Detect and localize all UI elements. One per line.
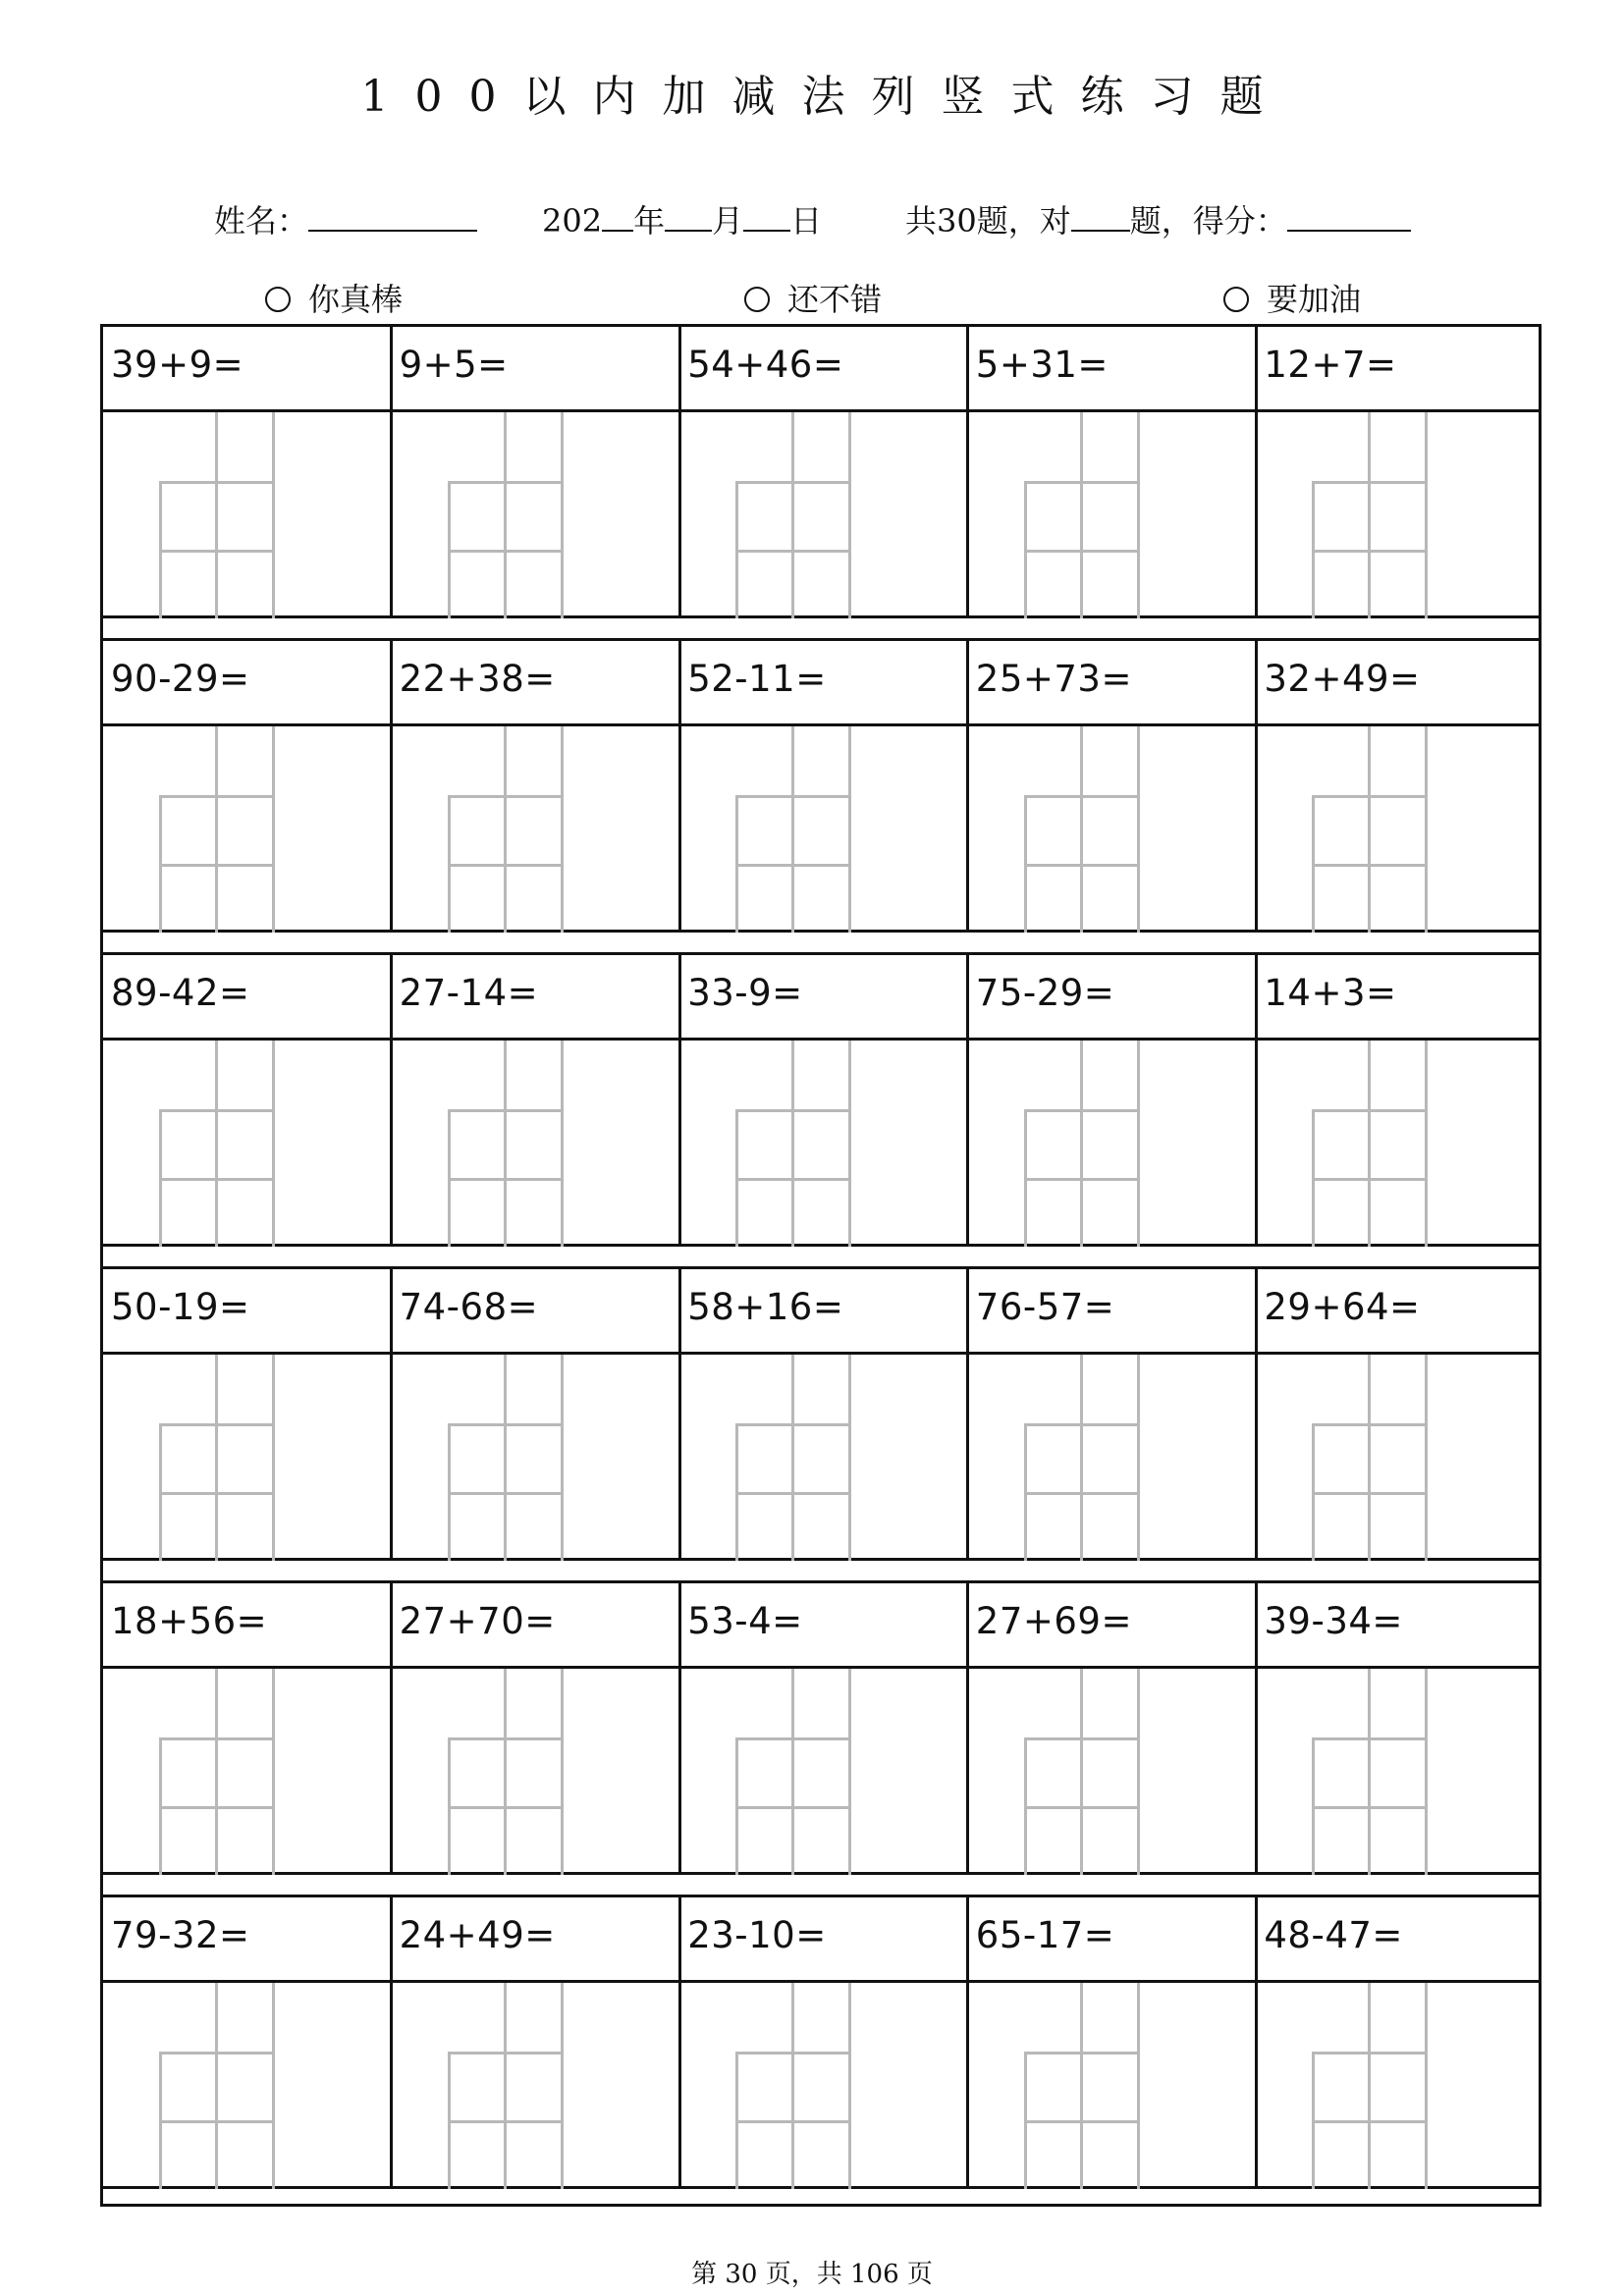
column-divider <box>678 952 681 1247</box>
column-divider <box>390 1580 393 1875</box>
guide-line <box>1024 481 1140 484</box>
problem-text: 27+70= <box>399 1600 556 1642</box>
vertical-calc-box[interactable] <box>159 1041 275 1247</box>
column-divider <box>1255 324 1258 618</box>
guide-line <box>848 726 851 933</box>
guide-line <box>1080 1355 1083 1561</box>
column-divider <box>966 324 969 618</box>
day-label: 日 <box>790 202 823 240</box>
guide-line <box>448 2052 564 2055</box>
guide-line <box>448 2120 564 2123</box>
column-divider <box>1255 638 1258 933</box>
column-divider <box>1255 1580 1258 1875</box>
guide-line <box>504 1669 507 1875</box>
column-divider <box>390 1895 393 2189</box>
radio-circle-icon[interactable] <box>744 287 770 312</box>
radio-circle-icon[interactable] <box>1223 287 1249 312</box>
guide-line <box>1024 1806 1140 1809</box>
guide-line <box>1080 1983 1083 2189</box>
guide-line <box>1024 1492 1140 1495</box>
guide-line <box>735 795 851 798</box>
rating-label: 还不错 <box>787 281 883 318</box>
vertical-calc-box[interactable] <box>1312 1983 1428 2189</box>
guide-line <box>1137 1669 1140 1875</box>
guide-line <box>1368 1669 1371 1875</box>
guide-line <box>159 1737 275 1740</box>
guide-line <box>735 2052 851 2055</box>
vertical-calc-box[interactable] <box>448 1355 564 1561</box>
guide-line <box>848 1041 851 1247</box>
guide-line <box>735 550 851 553</box>
problem-text: 65-17= <box>975 1914 1115 1956</box>
vertical-calc-box[interactable] <box>1024 1669 1140 1875</box>
guide-line <box>215 1041 218 1247</box>
year-label: 年 <box>633 202 666 240</box>
guide-line <box>1080 1669 1083 1875</box>
rating-option-1[interactable] <box>265 275 403 320</box>
guide-line <box>1368 1355 1371 1561</box>
guide-line <box>1137 1041 1140 1247</box>
problem-text: 14+3= <box>1264 972 1397 1014</box>
guide-line <box>1024 1178 1140 1181</box>
vertical-calc-box[interactable] <box>1024 726 1140 933</box>
guide-line <box>1312 795 1428 798</box>
year-blank[interactable] <box>602 198 633 232</box>
guide-line <box>504 726 507 933</box>
guide-line <box>1368 1983 1371 2189</box>
guide-line <box>848 412 851 618</box>
problem-text: 75-29= <box>975 972 1115 1014</box>
guide-line <box>735 1737 851 1740</box>
column-divider <box>678 638 681 933</box>
guide-line <box>504 1355 507 1561</box>
problem-text: 52-11= <box>687 658 827 700</box>
vertical-calc-box[interactable] <box>1024 1041 1140 1247</box>
year-prefix: 202 <box>542 202 603 240</box>
page-footer: 第 30 页，共 106 页 <box>691 2260 933 2289</box>
problem-row <box>103 952 1539 1268</box>
guide-line <box>561 1355 564 1561</box>
guide-line <box>1425 726 1428 933</box>
day-blank[interactable] <box>743 198 790 232</box>
guide-line <box>735 1109 851 1112</box>
guide-line <box>272 412 275 618</box>
guide-line <box>848 1355 851 1561</box>
problem-text: 90-29= <box>111 658 250 700</box>
guide-line <box>272 1983 275 2189</box>
guide-line <box>1024 550 1140 553</box>
guide-line <box>159 1109 275 1112</box>
guide-line <box>1368 1041 1371 1247</box>
vertical-calc-box[interactable] <box>1024 412 1140 618</box>
guide-line <box>504 1041 507 1247</box>
problem-row <box>103 324 1539 640</box>
problem-text: 54+46= <box>687 344 844 386</box>
guide-line <box>735 1423 851 1426</box>
guide-line <box>791 1355 794 1561</box>
guide-line <box>159 1806 275 1809</box>
guide-line <box>448 1109 564 1112</box>
vertical-calc-box[interactable] <box>735 726 851 933</box>
column-divider <box>678 324 681 618</box>
guide-line <box>1080 726 1083 933</box>
column-divider <box>390 1266 393 1561</box>
guide-line <box>159 550 275 553</box>
problem-text: 39+9= <box>111 344 244 386</box>
guide-line <box>1368 412 1371 618</box>
guide-line <box>504 1983 507 2189</box>
column-divider <box>966 1266 969 1561</box>
column-divider <box>966 1580 969 1875</box>
problem-text: 79-32= <box>111 1914 250 1956</box>
problem-text: 12+7= <box>1264 344 1397 386</box>
guide-line <box>1024 1737 1140 1740</box>
guide-line <box>272 1041 275 1247</box>
guide-line <box>448 1423 564 1426</box>
guide-line <box>1312 1423 1428 1426</box>
problem-text: 22+38= <box>399 658 556 700</box>
correct-suffix: 题，得分： <box>1129 202 1287 240</box>
guide-line <box>791 1041 794 1247</box>
problem-row <box>103 1895 1539 2211</box>
vertical-calc-box[interactable] <box>1312 412 1428 618</box>
guide-line <box>1137 412 1140 618</box>
guide-line <box>272 1669 275 1875</box>
guide-line <box>1137 1983 1140 2189</box>
month-blank[interactable] <box>665 198 712 232</box>
problem-text: 18+56= <box>111 1600 268 1642</box>
vertical-calc-box[interactable] <box>448 1983 564 2189</box>
column-divider <box>1255 952 1258 1247</box>
problem-text: 27+69= <box>975 1600 1132 1642</box>
guide-line <box>1137 726 1140 933</box>
guide-line <box>448 550 564 553</box>
guide-line <box>1312 1806 1428 1809</box>
guide-line <box>1425 1041 1428 1247</box>
problem-text: 5+31= <box>975 344 1109 386</box>
column-divider <box>966 638 969 933</box>
guide-line <box>159 481 275 484</box>
column-divider <box>678 1266 681 1561</box>
score-blank[interactable] <box>1287 198 1411 232</box>
vertical-calc-box[interactable] <box>448 1041 564 1247</box>
guide-line <box>1312 2052 1428 2055</box>
vertical-calc-box[interactable] <box>159 1355 275 1561</box>
guide-line <box>159 1178 275 1181</box>
guide-line <box>159 795 275 798</box>
guide-line <box>448 1492 564 1495</box>
guide-line <box>272 726 275 933</box>
rating-label: 你真棒 <box>308 281 404 318</box>
vertical-calc-box[interactable] <box>735 1355 851 1561</box>
guide-line <box>561 1983 564 2189</box>
guide-line <box>1425 412 1428 618</box>
name-blank[interactable] <box>308 198 477 232</box>
guide-line <box>215 412 218 618</box>
guide-line <box>448 864 564 867</box>
guide-line <box>215 1355 218 1561</box>
vertical-calc-box[interactable] <box>1312 1355 1428 1561</box>
guide-line <box>1137 1355 1140 1561</box>
column-divider <box>966 1895 969 2189</box>
name-field <box>214 196 477 241</box>
guide-line <box>561 726 564 933</box>
problem-text: 33-9= <box>687 972 803 1014</box>
guide-line <box>272 1355 275 1561</box>
guide-line <box>735 481 851 484</box>
guide-line <box>1080 412 1083 618</box>
problem-text: 29+64= <box>1264 1286 1421 1328</box>
vertical-calc-box[interactable] <box>735 1041 851 1247</box>
problem-row <box>103 1266 1539 1582</box>
guide-line <box>1312 481 1428 484</box>
guide-line <box>159 2120 275 2123</box>
vertical-calc-box[interactable] <box>159 726 275 933</box>
guide-line <box>1312 1178 1428 1181</box>
guide-line <box>791 1669 794 1875</box>
guide-line <box>1024 1109 1140 1112</box>
guide-line <box>1024 1423 1140 1426</box>
guide-line <box>1368 726 1371 933</box>
vertical-calc-box[interactable] <box>1024 1355 1140 1561</box>
guide-line <box>791 726 794 933</box>
guide-line <box>848 1983 851 2189</box>
rating-option-2[interactable] <box>744 275 882 320</box>
problem-text: 89-42= <box>111 972 250 1014</box>
problem-text: 9+5= <box>399 344 509 386</box>
guide-line <box>504 412 507 618</box>
guide-line <box>215 726 218 933</box>
guide-line <box>1425 1355 1428 1561</box>
column-divider <box>1255 1266 1258 1561</box>
column-divider <box>390 324 393 618</box>
vertical-calc-box[interactable] <box>1312 1041 1428 1247</box>
guide-line <box>735 1806 851 1809</box>
guide-line <box>1024 864 1140 867</box>
problem-text: 74-68= <box>399 1286 539 1328</box>
date-field <box>542 196 822 241</box>
column-divider <box>390 952 393 1247</box>
vertical-calc-box[interactable] <box>448 412 564 618</box>
guide-line <box>735 1178 851 1181</box>
guide-line <box>1312 2120 1428 2123</box>
guide-line <box>1312 550 1428 553</box>
problem-text: 48-47= <box>1264 1914 1403 1956</box>
guide-line <box>561 412 564 618</box>
page-title: 100以内加减法列竖式练习题 <box>360 72 1290 122</box>
radio-circle-icon[interactable] <box>265 287 291 312</box>
guide-line <box>1312 1492 1428 1495</box>
guide-line <box>791 412 794 618</box>
guide-line <box>215 1983 218 2189</box>
guide-line <box>1312 1737 1428 1740</box>
guide-line <box>1024 2120 1140 2123</box>
problem-row <box>103 1580 1539 1896</box>
guide-line <box>448 795 564 798</box>
correct-blank[interactable] <box>1071 198 1130 232</box>
vertical-calc-box[interactable] <box>448 1669 564 1875</box>
guide-line <box>561 1669 564 1875</box>
guide-line <box>1024 2052 1140 2055</box>
rating-label: 要加油 <box>1267 281 1362 318</box>
guide-line <box>159 2052 275 2055</box>
vertical-calc-box[interactable] <box>159 412 275 618</box>
guide-line <box>448 1737 564 1740</box>
guide-line <box>215 1669 218 1875</box>
problem-text: 27-14= <box>399 972 539 1014</box>
guide-line <box>1080 1041 1083 1247</box>
guide-line <box>848 1669 851 1875</box>
vertical-calc-box[interactable] <box>1312 726 1428 933</box>
problem-text: 24+49= <box>399 1914 556 1956</box>
problem-text: 39-34= <box>1264 1600 1403 1642</box>
column-divider <box>390 638 393 933</box>
problem-text: 32+49= <box>1264 658 1421 700</box>
column-divider <box>966 952 969 1247</box>
problem-text: 23-10= <box>687 1914 827 1956</box>
guide-line <box>159 1492 275 1495</box>
name-label: 姓名： <box>214 202 309 240</box>
total-label: 共30题，对 <box>905 202 1071 240</box>
guide-line <box>448 1178 564 1181</box>
guide-line <box>159 1423 275 1426</box>
guide-line <box>1312 1109 1428 1112</box>
vertical-calc-box[interactable] <box>735 1983 851 2189</box>
guide-line <box>448 1806 564 1809</box>
problem-text: 58+16= <box>687 1286 844 1328</box>
month-label: 月 <box>712 202 744 240</box>
column-divider <box>678 1895 681 2189</box>
vertical-calc-box[interactable] <box>735 1669 851 1875</box>
problem-text: 50-19= <box>111 1286 250 1328</box>
problem-grid <box>100 324 1542 2207</box>
guide-line <box>561 1041 564 1247</box>
vertical-calc-box[interactable] <box>159 1983 275 2189</box>
guide-line <box>735 1492 851 1495</box>
vertical-calc-box[interactable] <box>735 412 851 618</box>
problem-row <box>103 638 1539 954</box>
column-divider <box>678 1580 681 1875</box>
rating-option-3[interactable] <box>1223 275 1361 320</box>
vertical-calc-box[interactable] <box>1312 1669 1428 1875</box>
guide-line <box>1024 795 1140 798</box>
score-field <box>905 196 1411 241</box>
guide-line <box>735 2120 851 2123</box>
guide-line <box>1425 1669 1428 1875</box>
problem-text: 53-4= <box>687 1600 803 1642</box>
guide-line <box>1425 1983 1428 2189</box>
vertical-calc-box[interactable] <box>1024 1983 1140 2189</box>
guide-line <box>735 864 851 867</box>
vertical-calc-box[interactable] <box>159 1669 275 1875</box>
guide-line <box>1312 864 1428 867</box>
guide-line <box>159 864 275 867</box>
column-divider <box>1255 1895 1258 2189</box>
vertical-calc-box[interactable] <box>448 726 564 933</box>
problem-text: 76-57= <box>975 1286 1115 1328</box>
guide-line <box>448 481 564 484</box>
guide-line <box>791 1983 794 2189</box>
problem-text: 25+73= <box>975 658 1132 700</box>
